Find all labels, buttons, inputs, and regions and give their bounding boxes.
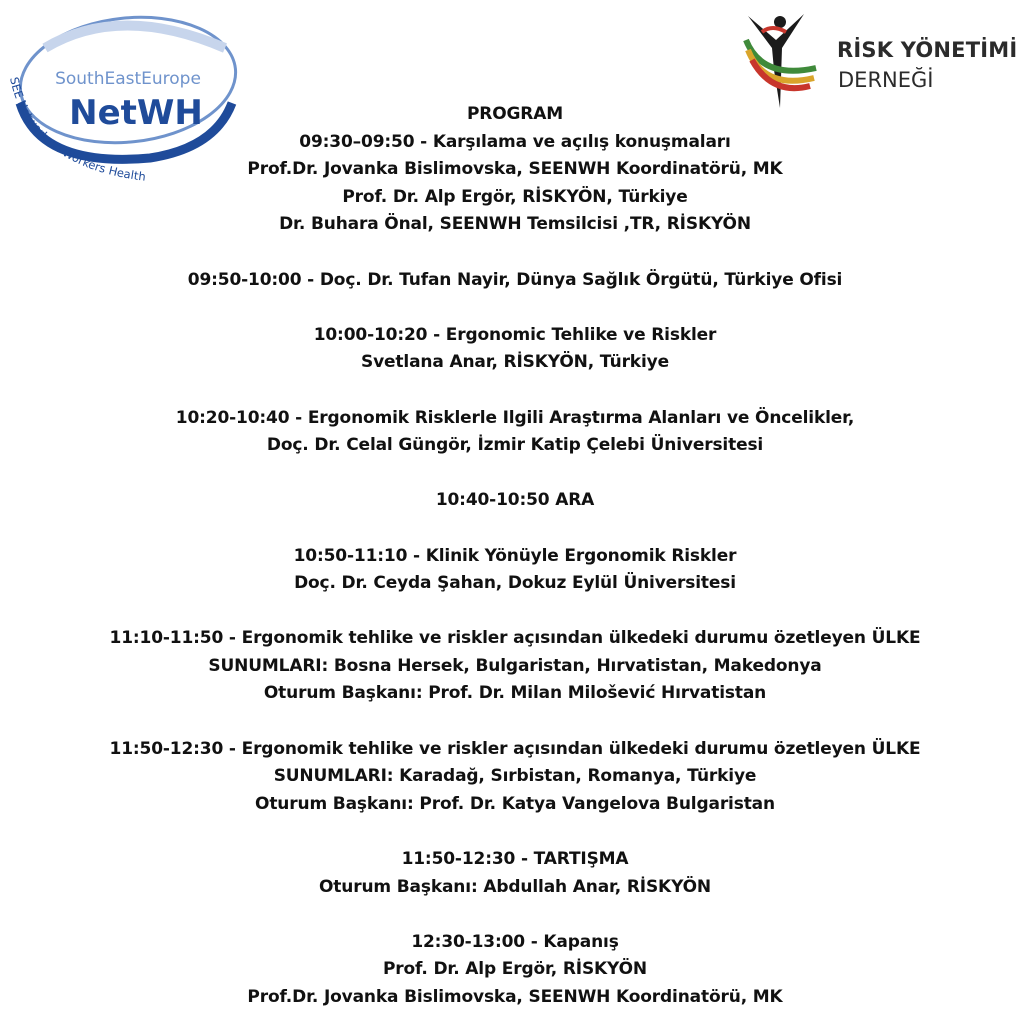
- session4-chair: Oturum Başkanı: Prof. Dr. Milan Milošević Hırvatistan: [263, 683, 767, 704]
- session5-title-line2: SUNUMLARI: Karadağ, Sırbistan, Romanya, Türkiye: [273, 766, 757, 787]
- session3-speaker: Doç. Dr. Ceyda Şahan, Dokuz Eylül Üniversitesi: [294, 573, 736, 594]
- closing-speaker: Prof. Dr. Alp Ergör, RİSKYÖN: [382, 959, 647, 980]
- session2-time-title: 10:20-10:40 - Ergonomik Risklerle Ilgili Araştırma Alanları ve Öncelikler,: [175, 407, 855, 428]
- who-talk: 09:50-10:00 - Doç. Dr. Tufan Nayir, Dünya Sağlık Örgütü, Türkiye Ofisi: [187, 269, 843, 290]
- risk-yonetimi-name-line2: DERNEĞİ: [838, 68, 934, 92]
- netwh-region-text: SouthEastEurope: [55, 69, 201, 89]
- closing-time-title: 12:30-13:00 - Kapanış: [411, 931, 619, 952]
- session4-title-line2: SUNUMLARI: Bosna Hersek, Bulgaristan, Hırvatistan, Makedonya: [208, 655, 822, 676]
- session3-time-title: 10:50-11:10 - Klinik Yönüyle Ergonomik Riskler: [293, 545, 737, 566]
- netwh-curved-text: SEE Network on Workers Health: [7, 75, 147, 184]
- program-section: [0, 101, 1030, 1012]
- break-item: 10:40-10:50 ARA: [435, 490, 595, 511]
- risk-yonetimi-logo: [742, 10, 1030, 110]
- session5-chair: Oturum Başkanı: Prof. Dr. Katya Vangelova Bulgaristan: [255, 793, 775, 814]
- opening-speaker: Prof. Dr. Alp Ergör, RİSKYÖN, Türkiye: [342, 186, 688, 207]
- opening-speaker: Prof.Dr. Jovanka Bislimovska, SEENWH Koordinatörü, MK: [247, 159, 783, 180]
- session5-title-line1: 11:50-12:30 - Ergonomik tehlike ve riskler açısından ülkedeki durumu özetleyen ÜLKE: [109, 738, 921, 759]
- session4-title-line1: 11:10-11:50 - Ergonomik tehlike ve riskler açısından ülkedeki durumu özetleyen ÜLKE: [109, 628, 921, 649]
- program-title: PROGRAM: [466, 104, 564, 124]
- session1-time-title: 10:00-10:20 - Ergonomic Tehlike ve Riskler: [313, 324, 717, 345]
- discussion-time-title: 11:50-12:30 - TARTIŞMA: [401, 849, 629, 870]
- opening-time-title: 09:30–09:50 - Karşılama ve açılış konuşmaları: [299, 131, 731, 152]
- closing-speaker: Prof.Dr. Jovanka Bislimovska, SEENWH Koordinatörü, MK: [247, 987, 783, 1007]
- netwh-name-text: NetWH: [69, 93, 203, 133]
- risk-yonetimi-name-line1: RİSK YÖNETİMİ: [837, 38, 1018, 62]
- session2-speaker: Doç. Dr. Celal Güngör, İzmir Katip Çelebi Üniversitesi: [266, 435, 764, 456]
- session1-speaker: Svetlana Anar, RİSKYÖN, Türkiye: [361, 352, 669, 373]
- discussion-chair: Oturum Başkanı: Abdullah Anar, RİSKYÖN: [318, 876, 712, 897]
- risk-yonetimi-mark-icon: [742, 10, 824, 110]
- opening-speaker: Dr. Buhara Önal, SEENWH Temsilcisi ,TR, RİSKYÖN: [279, 214, 751, 235]
